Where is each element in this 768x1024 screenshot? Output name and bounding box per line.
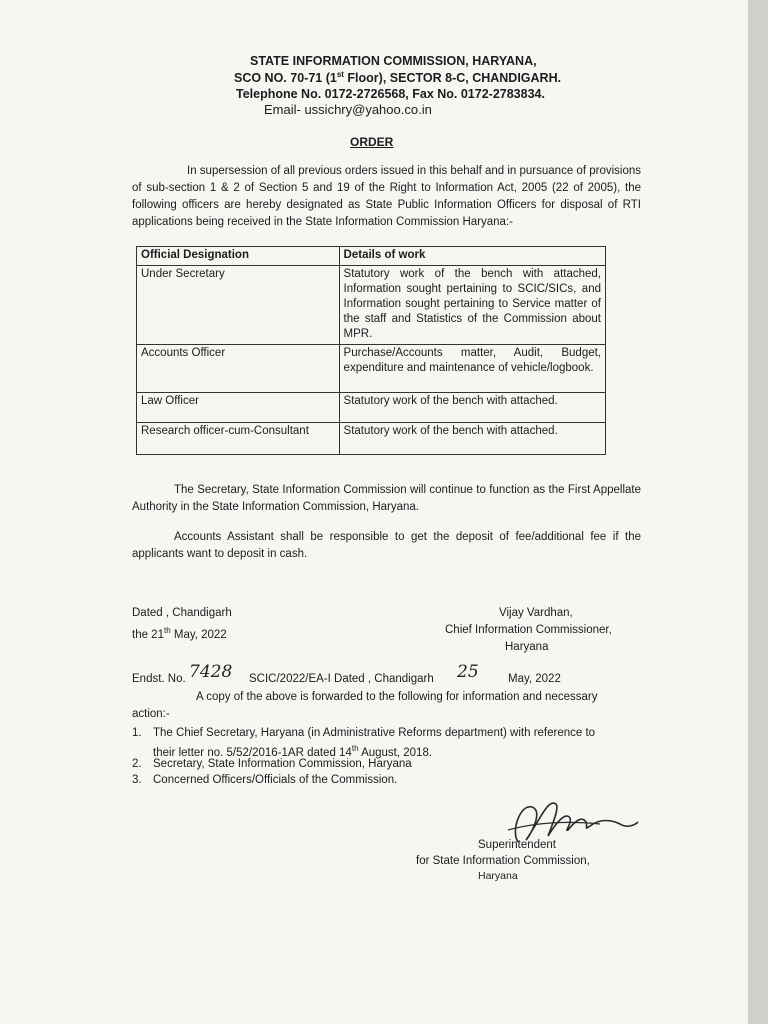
recipient-number: 1. [132, 727, 142, 739]
recipient-number: 3. [132, 774, 142, 786]
signatory-name: Vijay Vardhan, [499, 607, 573, 619]
designation-cell: Law Officer [137, 393, 340, 423]
table-row [137, 393, 606, 423]
details-cell: Purchase/Accounts matter, Audit, Budget, expenditure and maintenance of vehicle/logbook. [339, 345, 605, 393]
forward-line-action: action:- [132, 708, 170, 720]
details-cell: Statutory work of the bench with attached. [339, 393, 605, 423]
endst-month-year: May, 2022 [508, 673, 561, 685]
endst-prefix: Endst. No. [132, 673, 186, 685]
table-row [137, 345, 606, 393]
page-edge [748, 0, 768, 1024]
designation-cell: Under Secretary [137, 266, 340, 345]
dated-date: the 21th May, 2022 [132, 626, 227, 641]
endst-reference: SCIC/2022/EA-I Dated , Chandigarh [249, 673, 434, 685]
signatory-state: Haryana [505, 641, 549, 653]
table-row [137, 423, 606, 455]
header-org: STATE INFORMATION COMMISSION, HARYANA, [250, 54, 537, 68]
table-header-details: Details of work [339, 247, 605, 266]
table-header-row [137, 247, 606, 266]
dated-place: Dated , Chandigarh [132, 607, 232, 619]
endst-day-handwritten: 25 [457, 662, 479, 682]
table-row [137, 266, 606, 345]
recipient-line: their letter no. 5/52/2016-1AR dated 14th August, 2018. [153, 744, 433, 759]
footer-sign-title: Superintendent [478, 839, 557, 851]
designation-cell: Accounts Officer [137, 345, 340, 393]
details-cell: Statutory work of the bench with attached. [339, 423, 605, 455]
recipient-line: The Chief Secretary, Haryana (in Administrative Reforms department) with reference to [153, 727, 596, 739]
header-email: Email- ussichry@yahoo.co.in [264, 102, 432, 117]
designation-cell: Research officer-cum-Consultant [137, 423, 340, 455]
recipient-line: Concerned Officers/Officials of the Commission. [153, 774, 398, 786]
forward-line: A copy of the above is forwarded to the following for information and necessary [196, 691, 598, 703]
details-cell: Statutory work of the bench with attached, Information sought pertaining to SCIC/SICs, and Information sought pertaining to Service matter of the staff and Statistics of the Commission about MPR. [339, 266, 605, 345]
accounts-paragraph: Accounts Assistant shall be responsible to get the deposit of fee/additional fee if the applicants want to deposit in cash. [132, 531, 641, 560]
recipient-line: Secretary, State Information Commission, Haryana [153, 758, 412, 770]
footer-sign-org: for State Information Commission, [416, 855, 590, 867]
signatory-title: Chief Information Commissioner, [445, 624, 612, 636]
endst-number-handwritten: 7428 [189, 662, 233, 682]
officers-table [136, 246, 606, 455]
order-title: ORDER [350, 135, 394, 149]
recipient-number: 2. [132, 758, 142, 770]
appellate-paragraph: The Secretary, State Information Commission will continue to function as the First Appellate Authority in the State Information Commission, Haryana. [132, 484, 641, 513]
header-phone: Telephone No. 0172-2726568, Fax No. 0172-2783834. [236, 87, 545, 101]
intro-paragraph: In supersession of all previous orders issued in this behalf and in pursuance of provisions of sub-section 1 & 2 of Section 5 and 19 of the Right to Information Act, 2005 (22 of 2005), the following officers are hereby designated as State Public Information Officers for disposal of RTI applications being received in the State Information Commission Haryana:- [132, 165, 641, 228]
header-address: SCO NO. 70-71 (1st Floor), SECTOR 8-C, CHANDIGARH. [234, 70, 562, 86]
table-header-designation: Official Designation [137, 247, 340, 266]
footer-sign-state: Haryana [478, 870, 518, 882]
